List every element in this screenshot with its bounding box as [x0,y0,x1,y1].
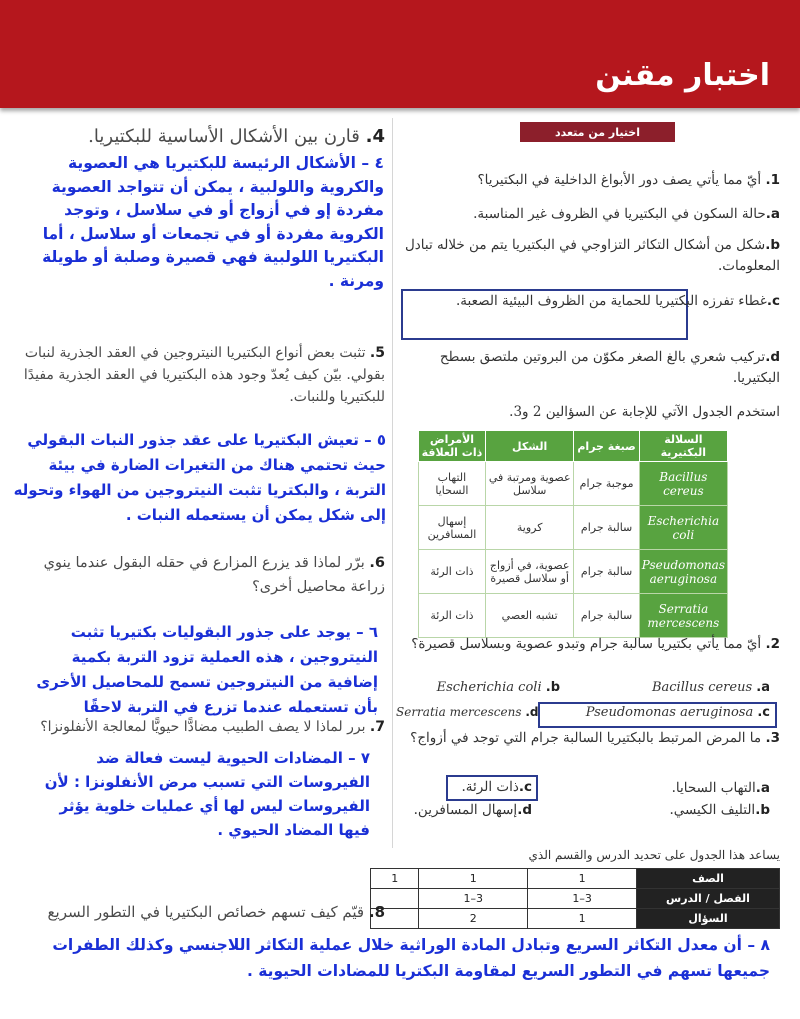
q3-option-a[interactable] [600,778,770,799]
answer-7: ٧ – المضادات الحيوية ليست فعالة ضد الفيروسات التي تسبب مرض الأنفلونزا : لأن الفيروسات ليس لها أي عمليات خلوية يؤثر فيها المضاد الحيوي . [44,749,370,839]
table-header: الشكل [485,431,574,462]
option-text: حالة السكون في البكتيريا في الظروف غير المناسبة. [473,206,766,222]
table-cell: الفصل / الدرس [637,889,780,909]
section-label: اختيار من متعدد [520,122,675,142]
question-4 [20,124,385,150]
answer-8: ٨ – أن معدل التكاثر السريع وتبادل المادة الوراثية خلال عملية التكاثر اللاجنسي وكذلك الطفرات جميعها تسهم في التطور السريع لمقاومة البكتريا للمضادات الحيوية . [52,936,770,980]
answer-6: ٦ – يوجد على جذور البقوليات بكتيريا تثبت النيتروجين ، هذه العملية تزود التربة بكمية إضافية من النيتروجين تسمح للمحاصيل الأخرى بأن تستعمله عندما تزرع في التربة لاحقًا [36,623,378,716]
option-text: Escherichia coli [436,680,542,695]
page-banner [0,0,800,108]
q3-option-d[interactable] [400,800,532,821]
table-cell: 3–1 [528,889,637,909]
q3-option-c[interactable] [410,777,532,798]
option-letter: c. [766,293,780,309]
table-row [371,909,780,929]
question-number: 7. [369,719,385,735]
option-text: إسهال المسافرين. [413,802,518,818]
table-cell: 1 [528,869,637,889]
table-intro: استخدم الجدول الآتي للإجابة عن السؤالين 2 و3. [509,404,780,420]
answer-4: ٤ – الأشكال الرئيسة للبكتيريا هي العصوية والكروية واللولبية ، يمكن أن تتواجد العصوية مفردة إو في أزواج أو في سلاسل ، وتوجد الكروية مفردة أو في تجمعات أو سلاسل ، أما البكتيريا اللولبية فهي قصيرة وصلبة أو طويلة ومرنة . [42,154,384,290]
q1-option-a[interactable] [400,204,780,225]
table-cell: ذات الرئة [419,550,486,594]
question-number: 2. [765,636,780,652]
option-letter: a. [765,206,780,222]
table-cell: Escherichia coli [639,506,727,550]
table-cell: عصوية ومرتبة في سلاسل [485,462,574,506]
bacteria-table [418,430,728,638]
question-number: 1. [765,172,780,188]
option-letter: c. [518,779,532,795]
question-2 [400,634,780,655]
option-letter: a. [755,780,770,796]
option-text: التليف الكيسي. [669,802,756,818]
table-cell: سالبة جرام [574,550,639,594]
q2-option-a[interactable] [570,680,770,695]
table-cell: التهاب السحايا [419,462,486,506]
table-cell: Pseudomonas aeruginosa [639,550,727,594]
option-letter: b. [765,237,780,253]
table-cell: 3–1 [419,889,528,909]
q1-option-d[interactable] [400,347,780,389]
table-cell: إسهال المسافرين [419,506,486,550]
reference-table [370,868,780,929]
question-text: قيّم كيف تسهم خصائص البكتيريا في التطور السريع [47,903,365,921]
question-5 [20,342,385,408]
question-1 [400,170,780,191]
table-header-row [419,431,728,462]
question-7 [20,716,385,738]
table-row [419,462,728,506]
table-cell: 1 [371,869,419,889]
column-divider [392,118,393,848]
table-row [419,550,728,594]
question-text: تثبت بعض أنواع البكتيريا النيتروجين في العقد الجذرية لنبات بقولي. بيّن كيف يُعدّ وجود هذه البكتيريا في العقد الجذرية مفيدًا للبكتيريا وللنبات. [23,345,385,405]
option-letter: .c [757,705,770,720]
table-header: الأمراض ذات العلاقة [419,431,486,462]
question-number: 5. [369,345,385,361]
table-header: السلالة البكتيرية [639,431,727,462]
question-text: أيّ مما يأتي يصف دور الأبواغ الداخلية في البكتيريا؟ [477,172,762,188]
q3-option-b[interactable] [600,800,770,821]
table-row [371,869,780,889]
question-text: برّر لماذا قد يزرع المزارع في حقله البقول عندما ينوي زراعة محاصيل أخرى؟ [43,555,385,595]
table-row [371,889,780,909]
table-cell: تشبه العصي [485,594,574,638]
q2-option-d[interactable] [396,705,539,719]
table-cell: الصف [637,869,780,889]
table-cell: 1 [419,869,528,889]
q1-option-c[interactable] [404,291,780,312]
option-text: Bacillus cereus [651,680,753,695]
question-text: ما المرض المرتبط بالبكتيريا السالبة جرام التي توجد في أزواج؟ [410,730,762,746]
option-text: Pseudomonas aeruginosa [585,705,754,720]
reference-caption: يساعد هذا الجدول على تحديد الدرس والقسم الذي [528,848,780,862]
option-text: ذات الرئة. [461,779,519,795]
q1-option-b[interactable] [400,235,780,277]
option-text: شكل من أشكال التكاثر التزاوجي في البكتيريا يتم من خلاله تبادل المعلومات. [404,237,780,274]
table-cell: سالبة جرام [574,594,639,638]
question-text: قارن بين الأشكال الأساسية للبكتيريا. [88,126,360,147]
option-letter: d. [517,802,532,818]
page-title: اختبار مقنن [595,58,770,93]
option-letter: d. [765,349,780,365]
q2-option-c[interactable] [540,705,770,720]
table-cell: السؤال [637,909,780,929]
option-letter: b. [755,802,770,818]
table-cell: Serratia mercescens [639,594,727,638]
table-cell: كروية [485,506,574,550]
table-cell: ذات الرئة [419,594,486,638]
question-text: أيّ مما يأتي بكتيريا سالبة جرام وتبدو عصوية وبسلاسل قصيرة؟ [411,636,762,652]
option-letter: .b [545,680,560,695]
question-3 [400,728,780,749]
table-header: صبغة جرام [574,431,639,462]
option-text: غطاء تفرزه البكتيريا للحماية من الظروف البيئية الصعبة. [456,293,767,309]
table-row [419,594,728,638]
table-cell: 1 [528,909,637,929]
question-number: 3. [765,730,780,746]
option-text: التهاب السحايا. [671,780,756,796]
table-cell: موجبة جرام [574,462,639,506]
question-number: 8. [368,903,385,921]
question-text: برر لماذا لا يصف الطبيب مضادًّا حيويًّا لمعالجة الأنفلونزا؟ [40,719,366,735]
question-8 [20,900,385,924]
table-cell: Bacillus cereus [639,462,727,506]
table-cell: 2 [419,909,528,929]
table-cell: سالبة جرام [574,506,639,550]
option-letter: .d [525,705,539,719]
question-6 [20,551,385,599]
question-number: 4. [365,126,385,147]
answer-5: ٥ – تعيش البكتيريا على عقد جذور النبات البقولي حيث تحتمي هناك من التغيرات الضارة في بيئة التربة ، والبكتريا تثبت النيتروجين من الهواء وتحوله إلى شكل يمكن أن يستعمله النبات . [13,431,386,524]
option-text: Serratia mercescens [396,705,522,719]
option-text: تركيب شعري بالغ الصغر مكوّن من البروتين ملتصق بسطح البكتيريا. [439,349,780,386]
q2-option-b[interactable] [400,680,560,695]
table-row [419,506,728,550]
question-number: 6. [369,555,385,571]
option-letter: .a [756,680,770,695]
table-cell: عصوية، في أزواج أو سلاسل قصيرة [485,550,574,594]
